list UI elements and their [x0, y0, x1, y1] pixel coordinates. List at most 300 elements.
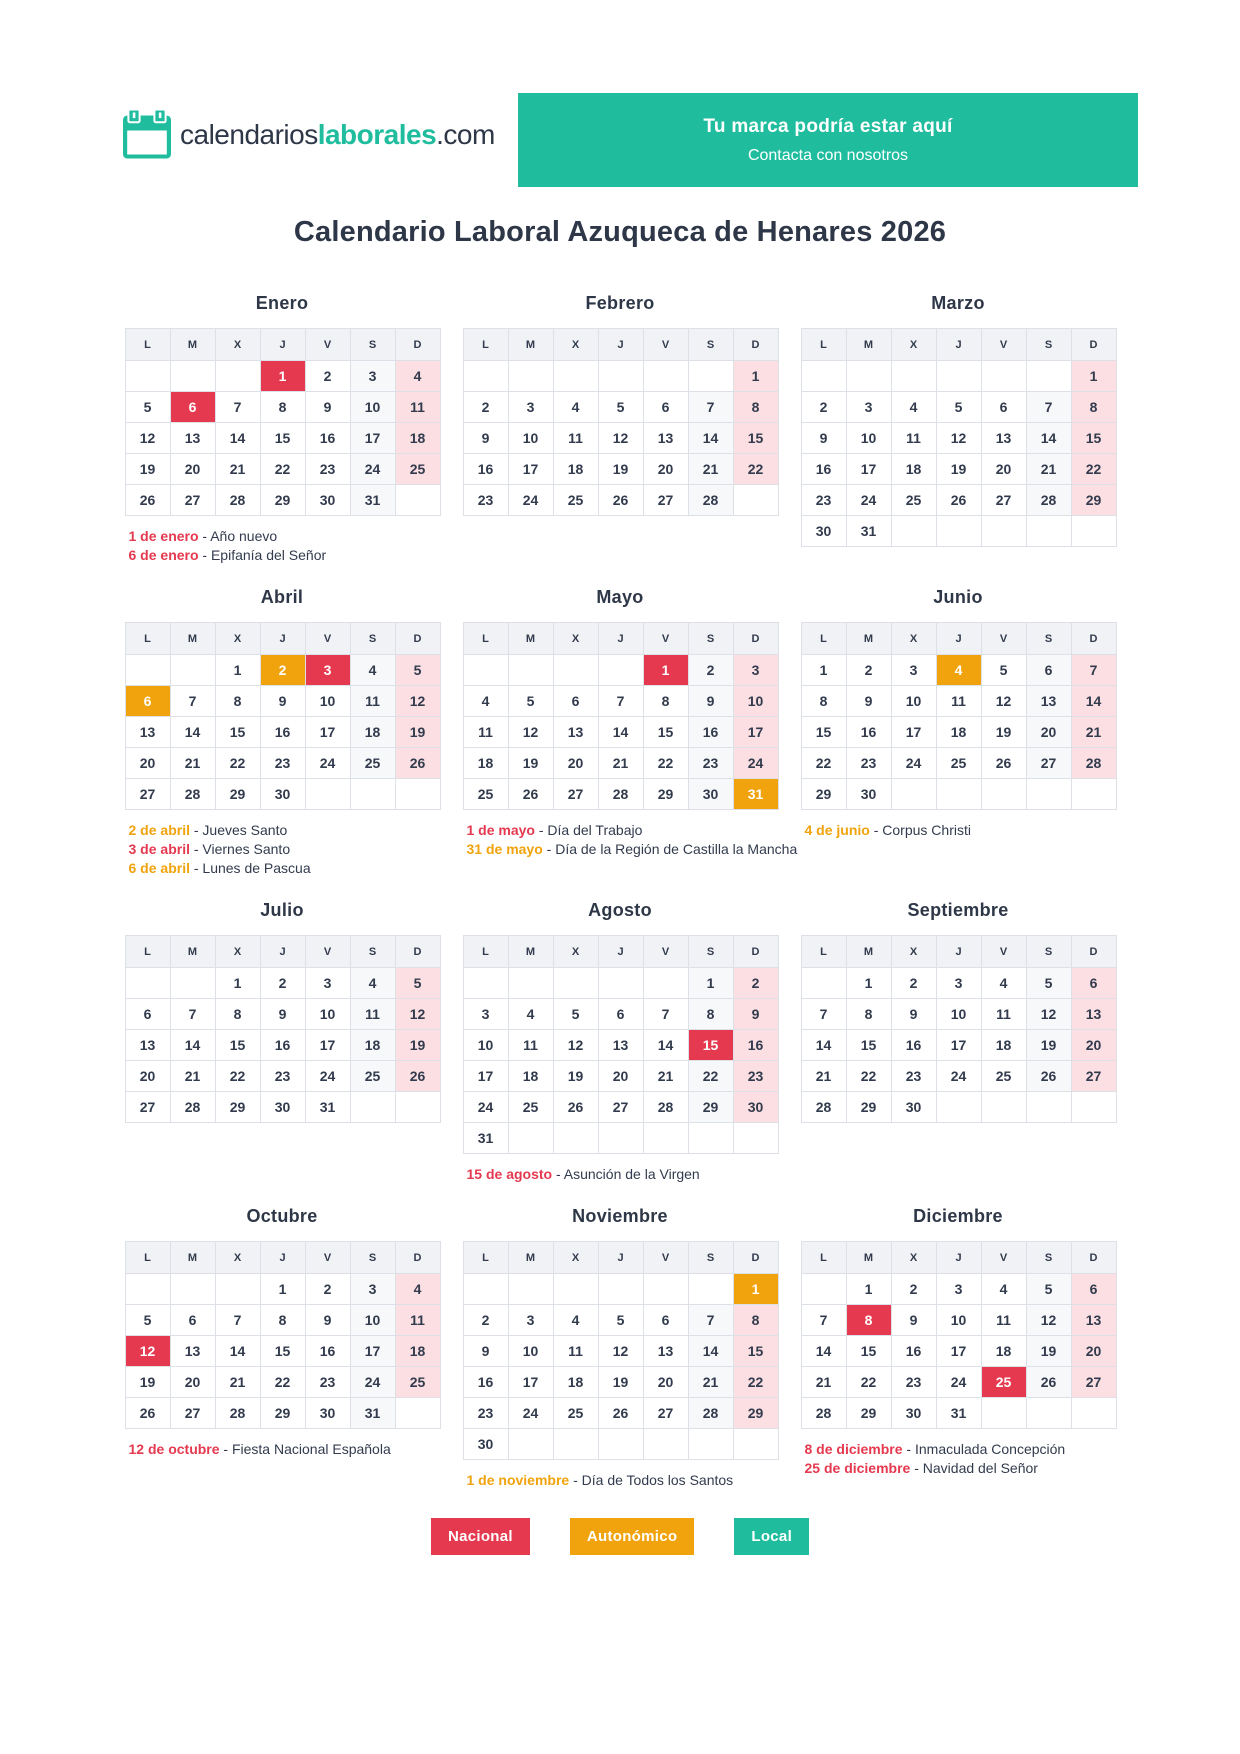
day-cell: 31 [350, 1398, 395, 1429]
empty-day-cell [643, 968, 688, 999]
note-text: - Navidad del Señor [910, 1460, 1038, 1476]
page-title: Calendario Laboral Azuqueca de Henares 2026 [293, 216, 947, 248]
day-cell: 19 [508, 748, 553, 779]
day-cell: 20 [553, 748, 598, 779]
day-cell: 23 [891, 1061, 936, 1092]
weekday-header-cell: J [936, 936, 981, 968]
weekday-header-row [801, 329, 1116, 361]
note-date: 1 de enero [128, 528, 199, 544]
legend-button-autonomic[interactable]: Autonómico [570, 1518, 695, 1555]
day-cell: 5 [981, 655, 1026, 686]
calendar-week-row [801, 361, 1116, 392]
day-cell: 4 [508, 999, 553, 1030]
day-cell: 18 [350, 1030, 395, 1061]
legend-button-national[interactable]: Nacional [431, 1518, 530, 1555]
weekday-header-cell: X [891, 329, 936, 361]
day-cell: 10 [936, 999, 981, 1030]
ad-banner[interactable] [518, 93, 1138, 187]
note-text: - Fiesta Nacional Española [219, 1441, 391, 1457]
day-cell: 1 [733, 361, 778, 392]
month-note [467, 821, 778, 840]
empty-day-cell [1026, 1092, 1071, 1123]
note-date: 1 de noviembre [466, 1472, 570, 1488]
day-cell: 16 [305, 1336, 350, 1367]
ad-banner-headline: Tu marca podría estar aquí [703, 115, 953, 137]
day-cell: 9 [305, 1305, 350, 1336]
calendar-table [125, 935, 441, 1123]
day-cell: 21 [643, 1061, 688, 1092]
calendar-week-row [463, 1274, 778, 1305]
day-cell: 24 [350, 454, 395, 485]
month-title: Julio [260, 900, 304, 920]
day-cell: 27 [1071, 1061, 1116, 1092]
weekday-header-cell: M [170, 936, 215, 968]
empty-day-cell [553, 1123, 598, 1154]
day-cell: 23 [305, 454, 350, 485]
calendar-week-row [125, 423, 440, 454]
day-cell: 7 [1026, 392, 1071, 423]
empty-day-cell [350, 1092, 395, 1123]
month-block [801, 587, 1116, 840]
day-cell: 4 [350, 655, 395, 686]
day-cell: 27 [1026, 748, 1071, 779]
day-cell: 25 [350, 748, 395, 779]
day-cell: 9 [891, 1305, 936, 1336]
note-text: - Epifanía del Señor [198, 547, 327, 563]
day-cell: 15 [801, 717, 846, 748]
weekday-header-cell: S [1026, 623, 1071, 655]
calendar-week-row [463, 1429, 778, 1460]
day-cell: 28 [801, 1398, 846, 1429]
month-block [463, 293, 778, 516]
day-cell: 11 [395, 392, 440, 423]
weekday-header-cell: D [1071, 623, 1116, 655]
day-cell: 17 [891, 717, 936, 748]
weekday-header-cell: J [260, 936, 305, 968]
day-cell: 10 [350, 1305, 395, 1336]
day-cell: 23 [846, 748, 891, 779]
day-cell: 16 [891, 1336, 936, 1367]
day-cell: 26 [395, 748, 440, 779]
day-cell: 7 [688, 1305, 733, 1336]
month-block [801, 1206, 1116, 1478]
empty-day-cell [936, 779, 981, 810]
calendar-week-row [125, 717, 440, 748]
weekday-header-row [463, 623, 778, 655]
weekday-header-cell: D [733, 329, 778, 361]
day-cell: 12 [553, 1030, 598, 1061]
day-cell: 1 [688, 968, 733, 999]
calendar-week-row [801, 1274, 1116, 1305]
day-cell: 30 [688, 779, 733, 810]
logo-text-bold: laborales [317, 118, 437, 150]
day-cell: 19 [1026, 1336, 1071, 1367]
weekday-header-cell: D [395, 623, 440, 655]
day-cell: 9 [733, 999, 778, 1030]
calendar-week-row [125, 1367, 440, 1398]
day-cell: 16 [260, 1030, 305, 1061]
holiday-day-cell: 15 [688, 1030, 733, 1061]
day-cell: 20 [1026, 717, 1071, 748]
site-logo-text [180, 119, 495, 151]
day-cell: 22 [643, 748, 688, 779]
day-cell: 16 [733, 1030, 778, 1061]
empty-day-cell [643, 361, 688, 392]
day-cell: 12 [395, 686, 440, 717]
empty-day-cell [936, 361, 981, 392]
day-cell: 13 [1071, 1305, 1116, 1336]
day-cell: 14 [170, 717, 215, 748]
weekday-header-cell: M [170, 623, 215, 655]
day-cell: 6 [1071, 968, 1116, 999]
empty-day-cell [936, 516, 981, 547]
day-cell: 7 [215, 1305, 260, 1336]
day-cell: 19 [125, 454, 170, 485]
calendar-week-row [125, 779, 440, 810]
day-cell: 16 [891, 1030, 936, 1061]
day-cell: 2 [801, 392, 846, 423]
day-cell: 29 [801, 779, 846, 810]
weekday-header-row [801, 936, 1116, 968]
weekday-header-cell: J [260, 1242, 305, 1274]
day-cell: 3 [936, 968, 981, 999]
day-cell: 6 [1071, 1274, 1116, 1305]
note-text: - Día de la Región de Castilla la Mancha [542, 841, 798, 857]
day-cell: 21 [598, 748, 643, 779]
day-cell: 27 [643, 1398, 688, 1429]
note-text: - Viernes Santo [189, 841, 291, 857]
month-notes [801, 821, 1116, 840]
weekday-header-cell: V [305, 1242, 350, 1274]
empty-day-cell [688, 1123, 733, 1154]
day-cell: 15 [733, 1336, 778, 1367]
day-cell: 14 [215, 1336, 260, 1367]
weekday-header-row [463, 1242, 778, 1274]
day-cell: 7 [215, 392, 260, 423]
day-cell: 14 [801, 1030, 846, 1061]
day-cell: 2 [260, 968, 305, 999]
empty-day-cell [598, 1274, 643, 1305]
day-cell: 18 [350, 717, 395, 748]
weekday-header-cell: X [553, 936, 598, 968]
holiday-day-cell: 1 [733, 1274, 778, 1305]
day-cell: 22 [733, 1367, 778, 1398]
calendar-week-row [125, 748, 440, 779]
empty-day-cell [643, 1123, 688, 1154]
day-cell: 16 [463, 1367, 508, 1398]
day-cell: 21 [801, 1061, 846, 1092]
day-cell: 9 [801, 423, 846, 454]
note-date: 15 de agosto [466, 1166, 553, 1182]
note-date: 4 de junio [804, 822, 870, 838]
empty-day-cell [395, 1092, 440, 1123]
logo-text-suffix: .com [436, 118, 495, 150]
empty-day-cell [643, 1274, 688, 1305]
calendar-week-row [801, 748, 1116, 779]
empty-day-cell [981, 1092, 1026, 1123]
note-text: - Día del Trabajo [534, 822, 643, 838]
ad-banner-contact-link[interactable]: Contacta con nosotros [747, 146, 909, 164]
empty-day-cell [170, 1274, 215, 1305]
empty-day-cell [801, 361, 846, 392]
empty-day-cell [598, 1123, 643, 1154]
day-cell: 20 [1071, 1030, 1116, 1061]
day-cell: 2 [688, 655, 733, 686]
weekday-header-cell: D [395, 329, 440, 361]
weekday-header-cell: M [170, 329, 215, 361]
month-note [129, 546, 440, 565]
day-cell: 8 [260, 1305, 305, 1336]
empty-day-cell [733, 1123, 778, 1154]
day-cell: 29 [846, 1092, 891, 1123]
day-cell: 11 [395, 1305, 440, 1336]
weekday-header-cell: L [801, 936, 846, 968]
legend-button-local[interactable]: Local [734, 1518, 809, 1555]
calendar-week-row [801, 1398, 1116, 1429]
day-cell: 28 [598, 779, 643, 810]
day-cell: 21 [1071, 717, 1116, 748]
day-cell: 14 [643, 1030, 688, 1061]
empty-day-cell [598, 968, 643, 999]
day-cell: 5 [125, 392, 170, 423]
day-cell: 18 [395, 1336, 440, 1367]
day-cell: 28 [170, 1092, 215, 1123]
day-cell: 6 [553, 686, 598, 717]
weekday-header-cell: L [801, 329, 846, 361]
month-block [125, 900, 440, 1123]
day-cell: 28 [215, 1398, 260, 1429]
day-cell: 12 [936, 423, 981, 454]
day-cell: 4 [350, 968, 395, 999]
day-cell: 22 [846, 1367, 891, 1398]
day-cell: 15 [643, 717, 688, 748]
empty-day-cell [688, 1429, 733, 1460]
calendar-table [125, 1241, 441, 1429]
day-cell: 24 [733, 748, 778, 779]
month-note [467, 1165, 778, 1184]
weekday-header-cell: V [981, 936, 1026, 968]
day-cell: 5 [395, 655, 440, 686]
day-cell: 25 [553, 1398, 598, 1429]
day-cell: 25 [508, 1092, 553, 1123]
day-cell: 3 [936, 1274, 981, 1305]
day-cell: 24 [305, 1061, 350, 1092]
weekday-header-cell: J [598, 329, 643, 361]
day-cell: 7 [170, 999, 215, 1030]
day-cell: 15 [215, 717, 260, 748]
weekday-header-cell: J [936, 1242, 981, 1274]
calendar-week-row [463, 1305, 778, 1336]
weekday-header-row [463, 936, 778, 968]
day-cell: 6 [643, 1305, 688, 1336]
weekday-header-cell: D [1071, 1242, 1116, 1274]
day-cell: 6 [1026, 655, 1071, 686]
day-cell: 8 [643, 686, 688, 717]
day-cell: 15 [1071, 423, 1116, 454]
day-cell: 26 [1026, 1061, 1071, 1092]
day-cell: 7 [1071, 655, 1116, 686]
day-cell: 20 [125, 1061, 170, 1092]
day-cell: 17 [508, 1367, 553, 1398]
calendar-week-row [463, 686, 778, 717]
calendar-table [801, 1241, 1117, 1429]
weekday-header-cell: V [643, 936, 688, 968]
calendar-week-row [125, 1336, 440, 1367]
calendar-week-row [463, 454, 778, 485]
calendar-table [125, 622, 441, 810]
empty-day-cell [463, 1274, 508, 1305]
day-cell: 17 [305, 717, 350, 748]
day-cell: 6 [643, 392, 688, 423]
day-cell: 4 [395, 1274, 440, 1305]
calendar-week-row [801, 1305, 1116, 1336]
day-cell: 11 [350, 999, 395, 1030]
day-cell: 13 [170, 423, 215, 454]
weekday-header-cell: L [463, 623, 508, 655]
day-cell: 27 [981, 485, 1026, 516]
day-cell: 9 [305, 392, 350, 423]
day-cell: 20 [1071, 1336, 1116, 1367]
empty-day-cell [936, 1092, 981, 1123]
day-cell: 25 [350, 1061, 395, 1092]
month-note [129, 821, 440, 840]
day-cell: 16 [688, 717, 733, 748]
day-cell: 6 [170, 1305, 215, 1336]
day-cell: 13 [643, 1336, 688, 1367]
day-cell: 1 [846, 968, 891, 999]
empty-day-cell [598, 361, 643, 392]
note-text: - Año nuevo [198, 528, 278, 544]
weekday-header-cell: L [125, 623, 170, 655]
day-cell: 30 [305, 485, 350, 516]
day-cell: 7 [688, 392, 733, 423]
day-cell: 31 [350, 485, 395, 516]
weekday-header-row [125, 1242, 440, 1274]
day-cell: 6 [125, 999, 170, 1030]
site-logo[interactable] [122, 108, 495, 161]
day-cell: 20 [170, 1367, 215, 1398]
day-cell: 13 [1071, 999, 1116, 1030]
day-cell: 28 [215, 485, 260, 516]
month-title: Febrero [585, 293, 655, 313]
day-cell: 18 [981, 1030, 1026, 1061]
day-cell: 26 [598, 485, 643, 516]
empty-day-cell [1026, 516, 1071, 547]
note-date: 2 de abril [128, 822, 190, 838]
empty-day-cell [508, 655, 553, 686]
day-cell: 9 [260, 686, 305, 717]
calendar-week-row [125, 1092, 440, 1123]
day-cell: 8 [688, 999, 733, 1030]
day-cell: 30 [260, 1092, 305, 1123]
day-cell: 4 [981, 1274, 1026, 1305]
day-cell: 11 [981, 1305, 1026, 1336]
day-cell: 30 [260, 779, 305, 810]
day-cell: 19 [553, 1061, 598, 1092]
month-notes [463, 821, 798, 859]
day-cell: 29 [1071, 485, 1116, 516]
day-cell: 4 [891, 392, 936, 423]
day-cell: 27 [598, 1092, 643, 1123]
note-text: - Jueves Santo [189, 822, 288, 838]
note-text: - Asunción de la Virgen [552, 1166, 700, 1182]
empty-day-cell [1071, 1398, 1116, 1429]
empty-day-cell [1071, 516, 1116, 547]
day-cell: 10 [305, 999, 350, 1030]
day-cell: 7 [801, 999, 846, 1030]
weekday-header-cell: X [891, 1242, 936, 1274]
day-cell: 2 [463, 392, 508, 423]
day-cell: 16 [305, 423, 350, 454]
day-cell: 1 [801, 655, 846, 686]
empty-day-cell [801, 968, 846, 999]
empty-day-cell [1071, 1092, 1116, 1123]
month-title: Abril [260, 587, 304, 607]
empty-day-cell [125, 361, 170, 392]
day-cell: 19 [1026, 1030, 1071, 1061]
calendar-week-row [125, 392, 440, 423]
weekday-header-cell: X [553, 623, 598, 655]
day-cell: 16 [260, 717, 305, 748]
day-cell: 16 [463, 454, 508, 485]
weekday-header-cell: L [463, 936, 508, 968]
day-cell: 3 [891, 655, 936, 686]
empty-day-cell [395, 779, 440, 810]
weekday-header-cell: V [981, 329, 1026, 361]
holiday-day-cell: 4 [936, 655, 981, 686]
month-note [805, 821, 1116, 840]
calendar-week-row [801, 655, 1116, 686]
day-cell: 29 [215, 779, 260, 810]
month-notes [463, 1165, 778, 1184]
empty-day-cell [553, 361, 598, 392]
weekday-header-cell: J [260, 623, 305, 655]
weekday-header-cell: S [350, 329, 395, 361]
day-cell: 23 [463, 485, 508, 516]
empty-day-cell [846, 361, 891, 392]
empty-day-cell [733, 485, 778, 516]
weekday-header-cell: D [395, 936, 440, 968]
calendar-table [801, 622, 1117, 810]
day-cell: 21 [801, 1367, 846, 1398]
note-date: 25 de diciembre [804, 1460, 911, 1476]
weekday-header-row [463, 329, 778, 361]
day-cell: 8 [846, 999, 891, 1030]
day-cell: 21 [215, 1367, 260, 1398]
day-cell: 31 [305, 1092, 350, 1123]
day-cell: 27 [170, 1398, 215, 1429]
day-cell: 11 [508, 1030, 553, 1061]
day-cell: 3 [350, 361, 395, 392]
day-cell: 10 [305, 686, 350, 717]
weekday-header-cell: L [463, 1242, 508, 1274]
empty-day-cell [891, 516, 936, 547]
holiday-day-cell: 25 [981, 1367, 1026, 1398]
day-cell: 8 [215, 686, 260, 717]
empty-day-cell [170, 968, 215, 999]
day-cell: 28 [801, 1092, 846, 1123]
day-cell: 3 [305, 968, 350, 999]
day-cell: 10 [891, 686, 936, 717]
weekday-header-cell: X [553, 329, 598, 361]
weekday-header-cell: L [801, 1242, 846, 1274]
day-cell: 23 [801, 485, 846, 516]
day-cell: 23 [260, 1061, 305, 1092]
weekday-header-cell: S [350, 1242, 395, 1274]
day-cell: 16 [801, 454, 846, 485]
weekday-header-cell: V [643, 1242, 688, 1274]
month-note [467, 1471, 778, 1490]
